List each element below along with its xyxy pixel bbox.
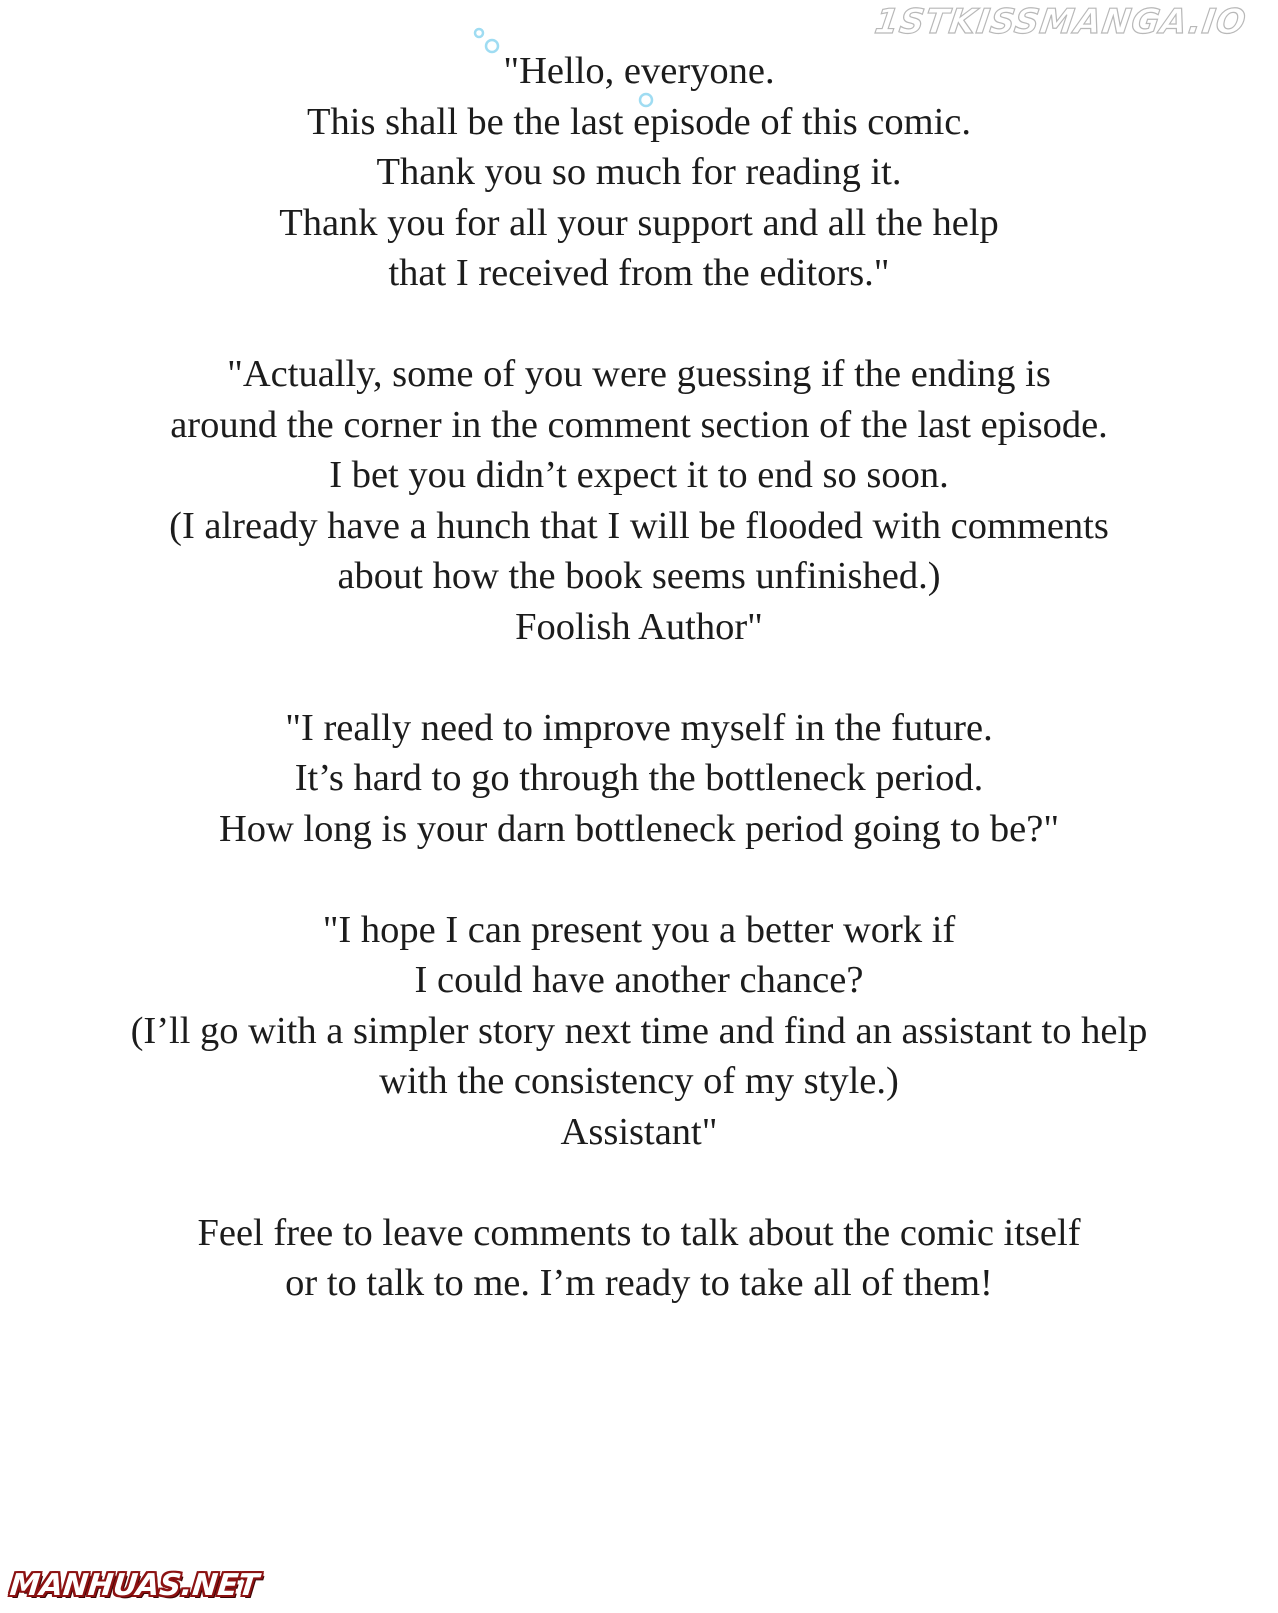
- greeting-paragraph: [0, 46, 1278, 299]
- letter-line: Thank you for all your support and all the help: [279, 201, 999, 244]
- letter-signature: Foolish Author": [515, 605, 763, 648]
- bubble-1: [475, 29, 483, 37]
- letter-line: "Hello, everyone.: [503, 50, 775, 92]
- letter-line: about how the book seems unfinished.): [337, 555, 941, 597]
- author-letter: [0, 46, 1278, 1309]
- site-watermark-top: 1STKISSMANGA.IO: [872, 2, 1249, 42]
- letter-line: It’s hard to go through the bottleneck period.: [294, 757, 984, 799]
- letter-line: "I really need to improve myself in the future.: [285, 706, 993, 749]
- letter-line: "Actually, some of you were guessing if the ending is: [227, 353, 1051, 395]
- letter-line: around the corner in the comment section of the last episode.: [170, 403, 1108, 446]
- assistant-paragraph: [0, 905, 1278, 1158]
- letter-line: (I already have a hunch that I will be flooded with comments: [169, 504, 1109, 547]
- letter-line: I bet you didn’t expect it to end so soon.: [329, 454, 949, 496]
- letter-line: This shall be the last episode of this comic.: [307, 100, 971, 143]
- letter-line: with the consistency of my style.): [379, 1060, 899, 1102]
- site-logo-bottom: MANHUAS.NET: [8, 1568, 261, 1603]
- letter-line: "I hope I can present you a better work if: [322, 908, 956, 951]
- letter-line: (I’ll go with a simpler story next time and find an assistant to help: [130, 1009, 1148, 1052]
- letter-line: that I received from the editors.": [388, 252, 890, 294]
- letter-line: Thank you so much for reading it.: [376, 151, 902, 193]
- letter-line: Feel free to leave comments to talk about the comic itself: [197, 1211, 1081, 1254]
- closing-paragraph: [0, 1208, 1278, 1309]
- letter-signature: Assistant": [560, 1110, 718, 1153]
- bottleneck-paragraph: [0, 703, 1278, 855]
- foolish-author-paragraph: [0, 349, 1278, 652]
- letter-line: How long is your darn bottleneck period going to be?": [218, 807, 1060, 850]
- letter-line: or to talk to me. I’m ready to take all of them!: [285, 1262, 993, 1304]
- letter-line: I could have another chance?: [414, 959, 864, 1001]
